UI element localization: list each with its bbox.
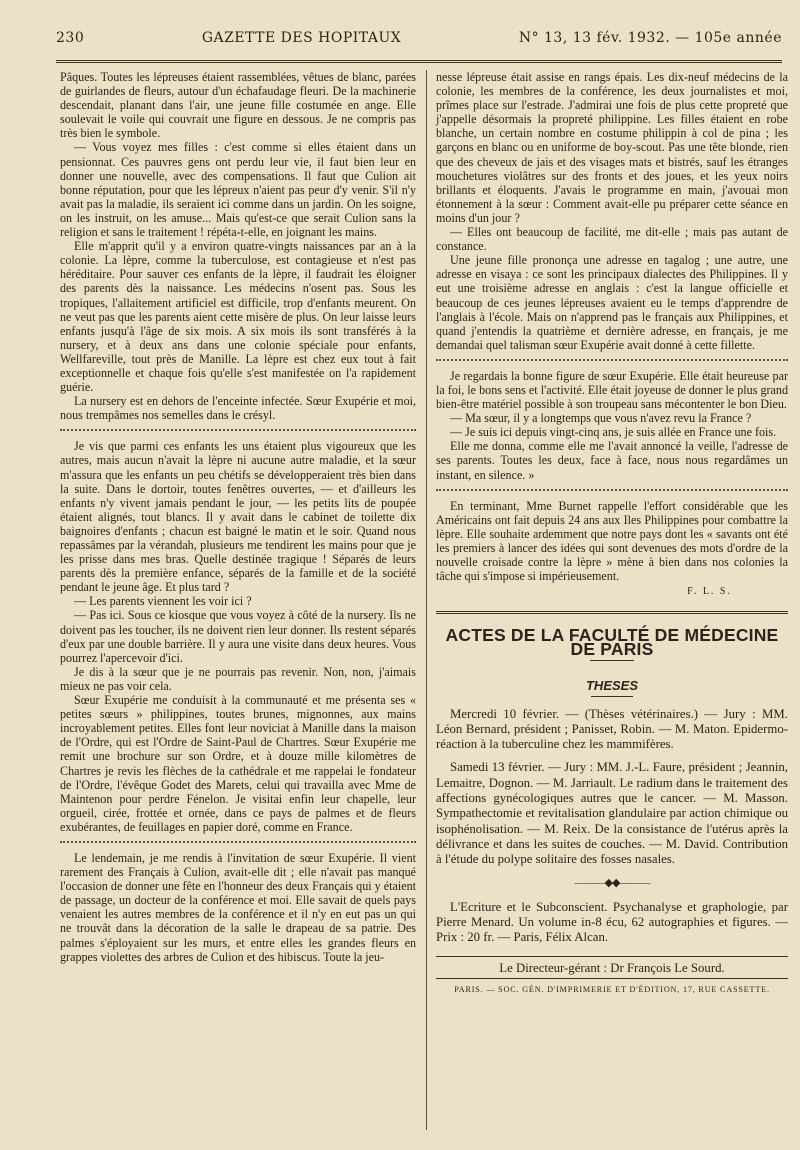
paragraph: Pâques. Toutes les lépreuses étaient rassemblées, vêtues de blanc, parées de guirlandes de fleurs, autour d'un échafaudage fleuri. De la machinerie descendait, planant dans l'air, une jeune fille costumée en ange. Elle soulevait le voile qui couvrait une figure en dessous. Je ne compris pas très bien le symbole. bbox=[60, 70, 416, 141]
paragraph: Je vis que parmi ces enfants les uns étaient plus vigoureux que les autres, mais aucun n'avait la lèpre ni aucune autre maladie, et la sœur m'assura que les enfants un peu chétifs se développeraient très bien dans la suite. Dans le dortoir, toutes fenêtres ouvertes, — et d'ailleurs les enfants n'y vivent jamais pendant le jour, — les petits lits de poupée étaient alignés, tout blancs. Il y avait dans le cabinet de toilette dix baignoires d'enfants ; chacun est baigné le matin et le soir. Quand nous repassâmes par la vérandah, plusieurs me tendirent les mains pour que je les prisse dans mes bras. Quelle destinée tragique ! Séparés de leurs parents dès la première enfance, séparés de la famille et de la société pendant le jeune âge. Et plus tard ? bbox=[60, 439, 416, 595]
paragraph: — Je suis ici depuis vingt-cinq ans, je suis allée en France une fois. bbox=[450, 425, 777, 440]
title-underline bbox=[590, 660, 634, 661]
paragraph: La nursery est en dehors de l'enceinte infectée. Sœur Exupérie et moi, nous trempâmes nos semelles dans le crésyl. bbox=[60, 394, 416, 423]
left-column bbox=[60, 70, 416, 964]
paragraph: Le lendemain, je me rendis à l'invitation de sœur Exupérie. Il vient rarement des Français à Culion, avait-elle dit ; elle n'avait pas manqué l'occasion de donner une fête en l'honneur des deux Français qui y étaient de passage, un docteur de la conférence et moi. Elle savait de quels pays venaient les autres membres de la conférence et il n'y en eut pas un qui ne trouvât dans la décoration de la salle le drapeau de sa patrie. Des palmes s'éployaient sur les murs, et entre elles les grandes fleurs en grappes violettes des arbres de Culion et des hibiscus. Toute la jeu- bbox=[60, 850, 416, 964]
thesis-entry: Mercredi 10 février. — (Thèses vétérinaires.) — Jury : MM. Léon Bernard, président ; Panisset, Robin. — M. Maton. Epidermo-réaction à la tuberculine chez les mammifères. bbox=[436, 706, 788, 752]
paragraph: Je dis à la sœur que je ne pourrais pas revenir. Non, non, j'aimais mieux ne pas voir cela. bbox=[60, 664, 416, 693]
paragraph: — Vous voyez mes filles : c'est comme si elles étaient dans un pensionnat. Ces pauvres gens ont perdu leur vie, il faut bien leur en donner une nouvelle, avec des compensations. Il faut que Culion ait bonne réputation, pour que les lépreux n'aient pas peur d'y venir. S'il n'y avait pas la maladie, ils seraient ici comme dans un jardin. On les soigne, on les instruit, on les amuse... Mais qu'est-ce que serait Culion sans la religion et sans le traitement ! répéta-t-elle, en joignant les mains. bbox=[60, 140, 416, 240]
heading-underline bbox=[591, 696, 633, 697]
theses-heading: THESES bbox=[585, 678, 638, 694]
paragraph: Elle m'apprit qu'il y a environ quatre-vingts naissances par an à la colonie. La lèpre, comme la tuberculose, est contagieuse et n'est pas héréditaire. Pour sauver ces enfants de la lèpre, il faudrait les éloigner des parents dès la naissance. Les médecins n'osent pas. Sous les tropiques, l'allaitement artificiel est difficile, trop d'enfants meurent. On ne veut pas que les parents aient cette misère de plus. On leur laisse leurs enfants jusqu'à l'âge de six mois. A six mois ils sont transférés à la nursery, et à deux ans dans une colonie spéciale pour enfants, Wellfareville, tout près de Manille. La lèpre est chez eux tout à fait exceptionnelle et chaque fois qu'elle s'est manifestée on l'a rapidement guérie. bbox=[60, 239, 416, 395]
page-header bbox=[56, 30, 782, 54]
section-title: ACTES DE LA FACULTÉ DE MÉDECINE DE PARIS bbox=[445, 625, 779, 660]
dotted-separator bbox=[60, 841, 416, 843]
issue-info: N° 13, 13 fév. 1932. — 105e année bbox=[518, 30, 782, 46]
footer-rule bbox=[436, 956, 788, 957]
page-number: 230 bbox=[56, 30, 85, 46]
author-signature: F. L. S. bbox=[687, 586, 732, 598]
column-separator bbox=[426, 70, 427, 1130]
book-notice-text: L'Ecriture et le Subconscient. Psychanalyse et graphologie, par Pierre Menard. Un volume in-8 écu, 62 autographies et figures. — Prix : 20 fr. — Paris, Félix Alcan. bbox=[436, 899, 788, 945]
theses-list bbox=[436, 707, 788, 868]
dotted-separator bbox=[436, 359, 788, 361]
thesis-entry: Samedi 13 février. — Jury : MM. J.-L. Faure, président ; Jeannin, Lemaitre, Dognon. — M. Jarriault. Le radium dans le traitement des affections gynécologiques autres que le cancer. — M. Masson. Sympathectomie et revitalisation glandulaire par action chimique ou isophénolisation. — M. Reix. De la consistance de l'utérus après la délivrance et dans les suites de couches. — M. David. Contribution à l'étude du polype solitaire des fosses nasales. bbox=[436, 760, 788, 867]
book-notice bbox=[436, 900, 788, 946]
paragraph: — Pas ici. Sous ce kiosque que vous voyez à côté de la nursery. Ils ne doivent pas les toucher, ils ne doivent rien leur donner. Ils restent séparés d'eux par une double barrière. Il y aura une visite dans deux heures. Vous pourrez l'apercevoir d'ici. bbox=[60, 608, 416, 665]
paragraph: nesse lépreuse était assise en rangs épais. Les dix-neuf médecins de la colonie, les membres de la conférence, les deux journalistes et moi, prîmes place sur l'estrade. J'admirai une fois de plus cette propreté que j'appelle désormais la propreté philippine. Les filles étaient en robe blanche, un certain nombre en costume philippin à col de pina ; les garçons en blanc ou en uniforme de boy-scout. Pas une tête blonde, rien que des cheveux de jais et des visages mats et bistrés, sauf les étranges mouchetures violâtres sur des fronts et des joues, et les yeux noirs brillants et éloquents. J'avais le programme en main, j'avouai mon étonnement à la sœur : Comment avait-elle pu préparer cette séance en moins d'un jour ? bbox=[436, 70, 788, 225]
paragraph: Une jeune fille prononça une adresse en tagalog ; une autre, une adresse en visaya : ce sont les principaux dialectes des Philippines. Il y eut une troisième adresse en anglais : c'est la langue officielle et beaucoup de ces jeunes lépreuses avaient eu le temps d'apprendre de l'anglais à l'école. Mais on n'apprend pas le français aux Philippines, et quand j'entendis la quatrième et dernière adresse, en français, je me demandai quel talisman sœur Exupérie avait donné à cette fillette. bbox=[436, 253, 788, 352]
section-rule bbox=[436, 611, 788, 614]
dotted-separator bbox=[436, 489, 788, 491]
paragraph: En terminant, Mme Burnet rappelle l'effort considérable que les Américains ont fait depuis 24 ans aux Iles Philippines pour combattre la lèpre. Elle souhaite ardemment que notre pays dont les « savants ont été les premiers à lancer des idées qui sont devenues des mots d'ordre de la nouvelle croisade contre la lèpre » mène à bien dans nos colonies la tâche qui s'impose si impérieusement. bbox=[436, 498, 788, 584]
journal-title: GAZETTE DES HOPITAUX bbox=[201, 30, 402, 46]
paragraph: Je regardais la bonne figure de sœur Exupérie. Elle était heureuse par la foi, le bons sens et l'activité. Elle était joyeuse de donner le plus grand bien-être matériel possible à son troupeau sans mécontenter le bon Dieu. bbox=[436, 368, 788, 412]
ornament-separator: ———◆◆——— bbox=[574, 876, 650, 889]
dotted-separator bbox=[60, 429, 416, 431]
paragraph: Sœur Exupérie me conduisit à la communauté et me présenta ses « petites sœurs » philippines, toutes brunes, mignonnes, aux mains incroyablement petites. Elles font leur noviciat à Manille dans la maison de l'Ordre, qui est l'Ordre de Saint-Paul de Chartres. Sœur Exupérie me remit une brochure sur son Ordre, et à douze mille kilomètres de Chartres je revis les flèches de la cathédrale et me rappelai le fondateur de l'Ordre, l'évêque Godet des Marets, celui qui travailla avec Mme de Maintenon pour perdre Fénelon. Je visitai enfin leur chapelle, leur orgueil, cirée, frottée et ornée, dans ce pays de palmes et de fleurs exubérantes, de feuillages en papier doré, comme en France. bbox=[60, 693, 416, 834]
paragraph: — Ma sœur, il y a longtemps que vous n'avez revu la France ? bbox=[450, 411, 752, 426]
paragraph: Elle me donna, comme elle me l'avait annoncé la veille, l'adresse de ses parents. Toutes les deux, face à face, nous nous regardâmes un instant, en silence. » bbox=[436, 439, 788, 482]
paragraph: — Elles ont beaucoup de facilité, me dit-elle ; mais pas autant de constance. bbox=[436, 225, 788, 254]
printer-line: PARIS. — SOC. GÉN. D'IMPRIMERIE ET D'ÉDITION, 17, RUE CASSETTE. bbox=[436, 978, 788, 997]
paragraph: — Les parents viennent les voir ici ? bbox=[74, 594, 252, 609]
right-column bbox=[436, 70, 788, 997]
header-rule bbox=[56, 60, 782, 63]
director-line: Le Directeur-gérant : Dr François Le Sourd. bbox=[499, 960, 725, 975]
